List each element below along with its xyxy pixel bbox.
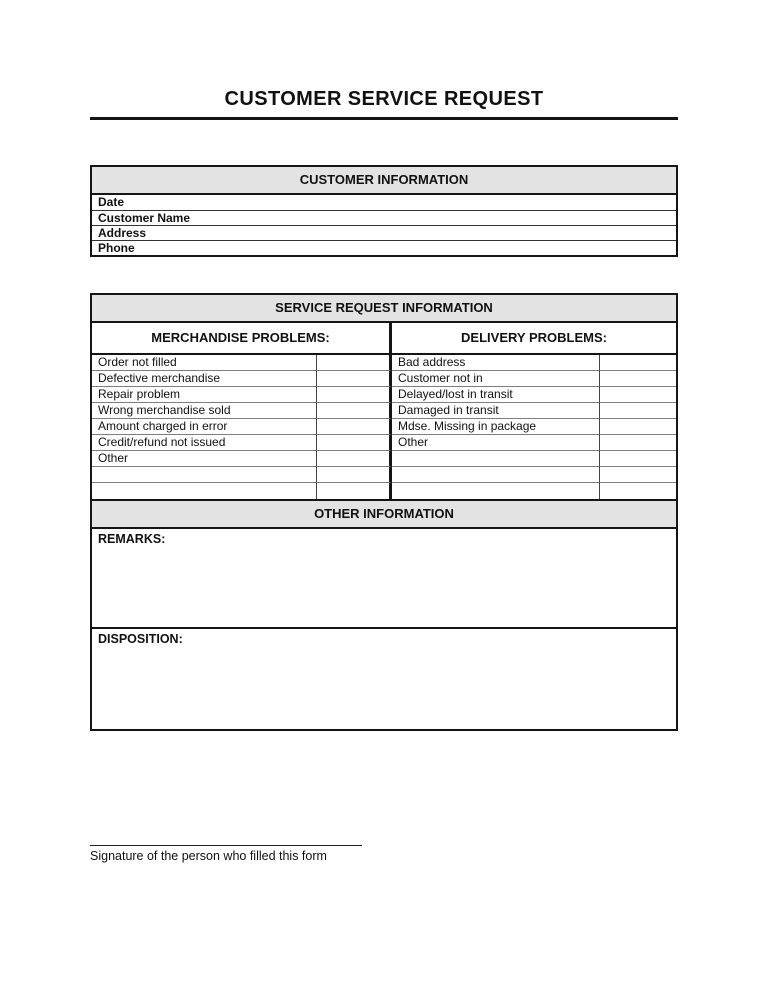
merchandise-check-cell[interactable] xyxy=(317,355,392,371)
delivery-check-cell[interactable] xyxy=(600,355,676,371)
customer-information-table xyxy=(90,165,678,257)
other-information-header: OTHER INFORMATION xyxy=(92,499,676,529)
address-value-area[interactable] xyxy=(146,226,676,240)
merchandise-item: Order not filled xyxy=(92,355,317,371)
customer-info-row-date xyxy=(92,195,676,210)
problems-subheader-row xyxy=(92,323,676,355)
phone-label: Phone xyxy=(98,241,135,255)
delivery-item: Customer not in xyxy=(392,371,600,387)
date-label: Date xyxy=(98,195,125,209)
delivery-item: Mdse. Missing in package xyxy=(392,419,600,435)
customer-name-value-area[interactable] xyxy=(190,211,676,225)
merchandise-item-blank[interactable] xyxy=(92,467,317,483)
delivery-check-cell[interactable] xyxy=(600,467,676,483)
customer-name-label: Customer Name xyxy=(98,211,191,225)
merchandise-check-cell[interactable] xyxy=(317,419,392,435)
merchandise-item: Other xyxy=(92,451,317,467)
delivery-check-cell[interactable] xyxy=(600,435,676,451)
service-request-header: SERVICE REQUEST INFORMATION xyxy=(92,295,676,323)
merchandise-check-cell[interactable] xyxy=(317,371,392,387)
merchandise-item: Credit/refund not issued xyxy=(92,435,317,451)
signature-line[interactable] xyxy=(90,845,362,846)
merchandise-check-cell[interactable] xyxy=(317,435,392,451)
merchandise-check-cell[interactable] xyxy=(317,387,392,403)
signature-caption: Signature of the person who filled this form xyxy=(90,849,327,863)
remarks-section xyxy=(92,529,676,629)
merchandise-item: Wrong merchandise sold xyxy=(92,403,317,419)
delivery-check-cell[interactable] xyxy=(600,419,676,435)
merchandise-item-blank[interactable] xyxy=(92,483,317,499)
problems-grid xyxy=(92,355,676,499)
customer-info-row-address xyxy=(92,225,676,240)
merchandise-item: Repair problem xyxy=(92,387,317,403)
remarks-input-area[interactable] xyxy=(92,529,676,627)
merchandise-check-cell[interactable] xyxy=(317,467,392,483)
delivery-check-cell[interactable] xyxy=(600,387,676,403)
customer-info-row-phone xyxy=(92,240,676,255)
customer-info-row-name xyxy=(92,210,676,225)
delivery-problems-header: DELIVERY PROBLEMS: xyxy=(461,330,607,345)
delivery-check-cell[interactable] xyxy=(600,403,676,419)
delivery-item-blank[interactable] xyxy=(392,483,600,499)
delivery-item: Bad address xyxy=(392,355,600,371)
delivery-item-blank[interactable] xyxy=(392,451,600,467)
customer-information-header: CUSTOMER INFORMATION xyxy=(92,167,676,195)
merchandise-problems-header: MERCHANDISE PROBLEMS: xyxy=(92,323,392,353)
phone-value-area[interactable] xyxy=(135,241,676,255)
delivery-item: Other xyxy=(392,435,600,451)
delivery-check-cell[interactable] xyxy=(600,483,676,499)
delivery-item: Damaged in transit xyxy=(392,403,600,419)
delivery-item: Delayed/lost in transit xyxy=(392,387,600,403)
signature-block xyxy=(90,845,362,863)
page-title: CUSTOMER SERVICE REQUEST xyxy=(224,88,544,110)
service-request-table xyxy=(90,293,678,731)
merchandise-item: Amount charged in error xyxy=(92,419,317,435)
merchandise-check-cell[interactable] xyxy=(317,451,392,467)
merchandise-check-cell[interactable] xyxy=(317,403,392,419)
date-value-area[interactable] xyxy=(124,195,676,210)
delivery-item-blank[interactable] xyxy=(392,467,600,483)
delivery-check-cell[interactable] xyxy=(600,371,676,387)
disposition-section xyxy=(92,629,676,729)
remarks-label: REMARKS: xyxy=(98,532,166,546)
address-label: Address xyxy=(98,226,147,240)
title-rule xyxy=(90,117,678,120)
disposition-label: DISPOSITION: xyxy=(98,632,183,646)
merchandise-item: Defective merchandise xyxy=(92,371,317,387)
delivery-check-cell[interactable] xyxy=(600,451,676,467)
merchandise-check-cell[interactable] xyxy=(317,483,392,499)
